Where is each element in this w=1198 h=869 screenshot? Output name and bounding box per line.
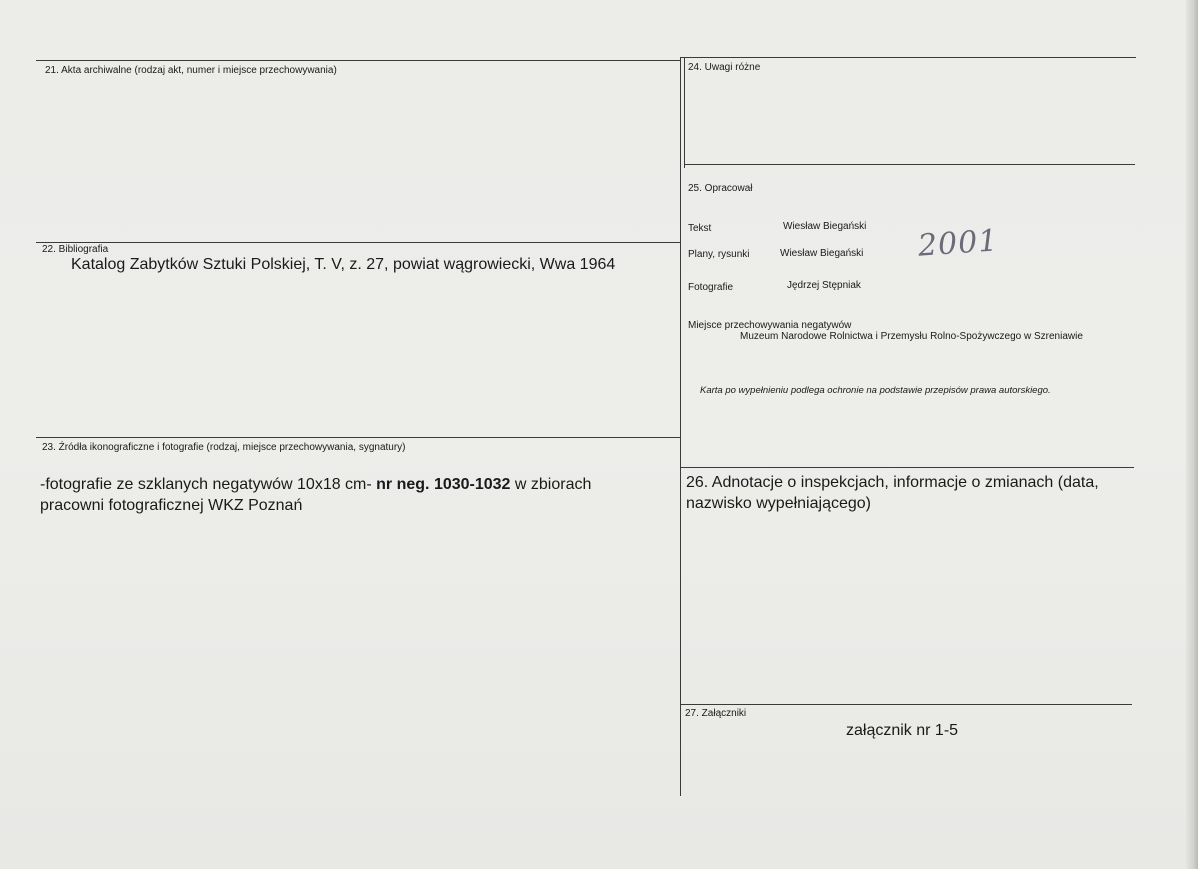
sec23-negative-numbers: nr neg. 1030-1032 bbox=[376, 476, 511, 493]
sec26-label bbox=[686, 472, 1136, 514]
sec23-text bbox=[40, 474, 660, 516]
rule-27 bbox=[680, 704, 1132, 705]
sec27-label: 27. Załączniki bbox=[685, 708, 747, 719]
sec25-foto-value: Jędrzej Stępniak bbox=[787, 280, 861, 291]
sec27-value: załącznik nr 1-5 bbox=[846, 722, 959, 739]
rule-top-left bbox=[36, 60, 680, 61]
sec25-label: 25. Opracował bbox=[688, 183, 753, 194]
card-edge bbox=[1186, 0, 1198, 869]
sec25-negatives-value: Muzeum Narodowe Rolnictwa i Przemysłu Rolno-Spożywczego w Szreniawie bbox=[740, 331, 1083, 342]
sec25-plany-label: Plany, rysunki bbox=[688, 249, 750, 260]
rule-26 bbox=[680, 467, 1134, 468]
sec23-text-line2: pracowni fotograficznej WKZ Poznań bbox=[40, 497, 303, 514]
rule-top-right bbox=[680, 57, 1136, 58]
sec22-bibliography-text: Katalog Zabytków Sztuki Polskiej, T. V, z. 27, powiat wągrowiecki, Wwa 1964 bbox=[71, 256, 616, 273]
sec23-label: 23. Źródła ikonograficzne i fotografie (rodzaj, miejsce przechowywania, sygnatury) bbox=[42, 442, 406, 453]
sec25-copyright-note: Karta po wypełnieniu podlega ochronie na podstawie przepisów prawa autorskiego. bbox=[700, 385, 1051, 396]
sec26-label-line2: nazwisko wypełniającego) bbox=[686, 495, 871, 512]
sec21-label: 21. Akta archiwalne (rodzaj akt, numer i miejsce przechowywania) bbox=[45, 65, 337, 76]
rule-22 bbox=[36, 242, 680, 243]
sec25-tekst-label: Tekst bbox=[688, 223, 712, 234]
sec25-negatives-label: Miejsce przechowywania negatywów bbox=[688, 320, 852, 331]
rule-center-vertical bbox=[680, 58, 681, 796]
rule-24-25 bbox=[684, 164, 1135, 165]
sec22-label: 22. Bibliografia bbox=[42, 244, 109, 255]
sec25-tekst-value: Wiesław Biegański bbox=[783, 221, 867, 232]
sec25-foto-label: Fotografie bbox=[688, 282, 734, 293]
rule-right-vertical-upper bbox=[684, 58, 685, 168]
rule-23 bbox=[36, 437, 680, 438]
handwritten-year: 2001 bbox=[916, 223, 1000, 264]
sec24-label: 24. Uwagi różne bbox=[688, 62, 761, 73]
sec26-label-line1: 26. Adnotacje o inspekcjach, informacje o zmianach (data, bbox=[686, 474, 1099, 491]
sec25-plany-value: Wiesław Biegański bbox=[780, 248, 864, 259]
sec23-text-b: w zbiorach bbox=[510, 476, 592, 493]
sec23-text-a: -fotografie ze szklanych negatywów 10x18 cm- bbox=[40, 476, 377, 493]
